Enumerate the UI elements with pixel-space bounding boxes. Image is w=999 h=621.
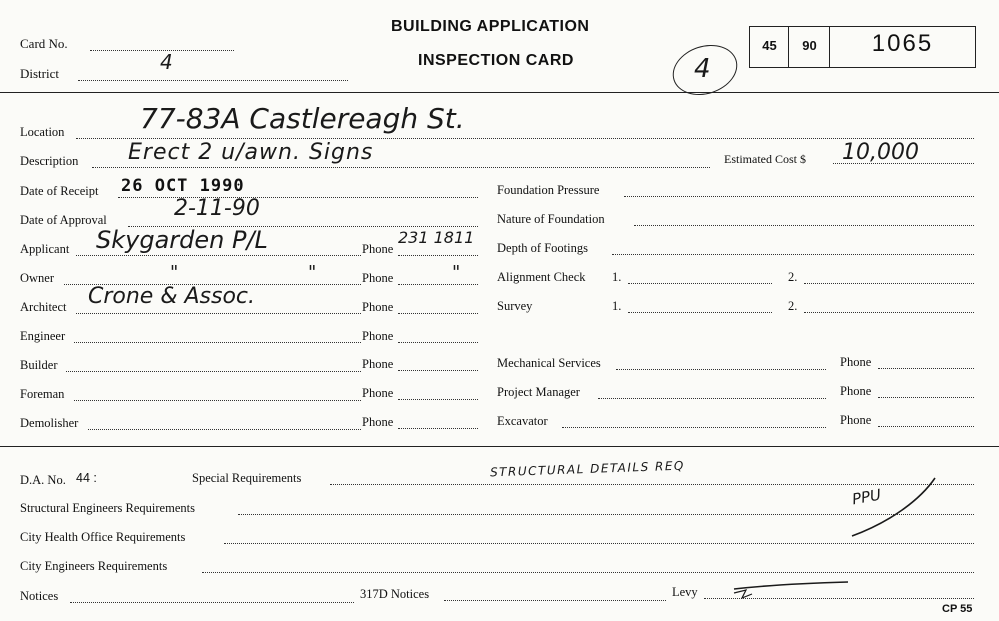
da-no-value: 44 : (76, 471, 97, 485)
alignment-check-num-2: 2. (788, 270, 798, 284)
foreman-phone-label: Phone (362, 386, 394, 400)
district-label: District (20, 66, 59, 81)
architect-value: Crone & Assoc. (88, 284, 256, 309)
engineer-label: Engineer (20, 329, 66, 343)
date-received-stamp: 26 OCT 1990 (121, 176, 245, 196)
foreman-label: Foreman (20, 387, 65, 401)
location-label: Location (20, 125, 65, 139)
owner-label: Owner (20, 271, 55, 285)
da-no-label: D.A. No. (20, 473, 66, 487)
project-manager-phone-label: Phone (840, 384, 872, 398)
mechanical-services-phone-label: Phone (840, 355, 872, 369)
structural-engineers-label: Structural Engineers Requirements (20, 501, 195, 515)
engineer-phone-label: Phone (362, 329, 394, 343)
pen-stroke-diagonal (852, 478, 935, 536)
architect-label: Architect (20, 300, 67, 314)
excavator-label: Excavator (497, 414, 548, 428)
description-value: Erect 2 u/awn. Signs (128, 140, 374, 165)
survey-label: Survey (497, 299, 533, 313)
depth-of-footings-label: Depth of Footings (497, 241, 588, 255)
initials-mark: PPU (850, 485, 883, 509)
description-label: Description (20, 154, 79, 168)
architect-phone-label: Phone (362, 300, 394, 314)
mechanical-services-label: Mechanical Services (497, 356, 601, 370)
district-value: 4 (160, 50, 173, 74)
levy-scribble (734, 590, 752, 598)
excavator-phone-label: Phone (840, 413, 872, 427)
card-no-label: Card No. (20, 36, 68, 51)
reference-box-cell-2: 90 (802, 38, 817, 53)
special-requirements-label: Special Requirements (192, 471, 302, 485)
card-title-line1: BUILDING APPLICATION (391, 18, 590, 35)
date-of-approval-value: 2-11-90 (174, 196, 260, 221)
project-manager-label: Project Manager (497, 385, 580, 399)
builder-phone-label: Phone (362, 357, 394, 371)
owner-phone-label: Phone (362, 271, 394, 285)
foundation-pressure-label: Foundation Pressure (497, 183, 600, 197)
circled-number: 4 (694, 54, 711, 84)
card-title-line2: INSPECTION CARD (418, 52, 574, 69)
applicant-value: Skygarden P/L (96, 226, 268, 254)
estimated-cost-label: Estimated Cost $ (724, 152, 806, 166)
levy-label: Levy (672, 585, 698, 599)
form-code: CP 55 (942, 603, 973, 615)
demolisher-phone-label: Phone (362, 415, 394, 429)
owner-phone-ditto: " (452, 262, 461, 283)
owner-ditto-left: " (170, 262, 179, 283)
special-requirements-value: STRUCTURAL DETAILS REQ (489, 458, 686, 480)
notices-label: Notices (20, 589, 59, 603)
estimated-cost-value: 10,000 (842, 140, 919, 165)
location-value: 77-83A Castlereagh St. (140, 102, 465, 135)
levy-strike-line (734, 582, 848, 589)
city-health-label: City Health Office Requirements (20, 530, 186, 544)
demolisher-label: Demolisher (20, 416, 79, 430)
builder-label: Builder (20, 358, 58, 372)
applicant-phone-value: 231 1811 (398, 228, 475, 247)
alignment-check-num-1: 1. (612, 270, 622, 284)
nature-of-foundation-label: Nature of Foundation (497, 212, 605, 226)
alignment-check-label: Alignment Check (497, 270, 586, 284)
applicant-label: Applicant (20, 242, 70, 256)
survey-num-1: 1. (612, 299, 622, 313)
reference-box-cell-1: 45 (762, 38, 777, 53)
date-of-approval-label: Date of Approval (20, 213, 107, 227)
applicant-phone-label: Phone (362, 242, 394, 256)
survey-num-2: 2. (788, 299, 798, 313)
owner-ditto-right: " (308, 262, 317, 283)
city-engineers-label: City Engineers Requirements (20, 559, 168, 573)
notices-317d-label: 317D Notices (360, 587, 430, 601)
date-of-receipt-label: Date of Receipt (20, 184, 99, 198)
reference-box-cell-3: 1065 (871, 30, 934, 57)
